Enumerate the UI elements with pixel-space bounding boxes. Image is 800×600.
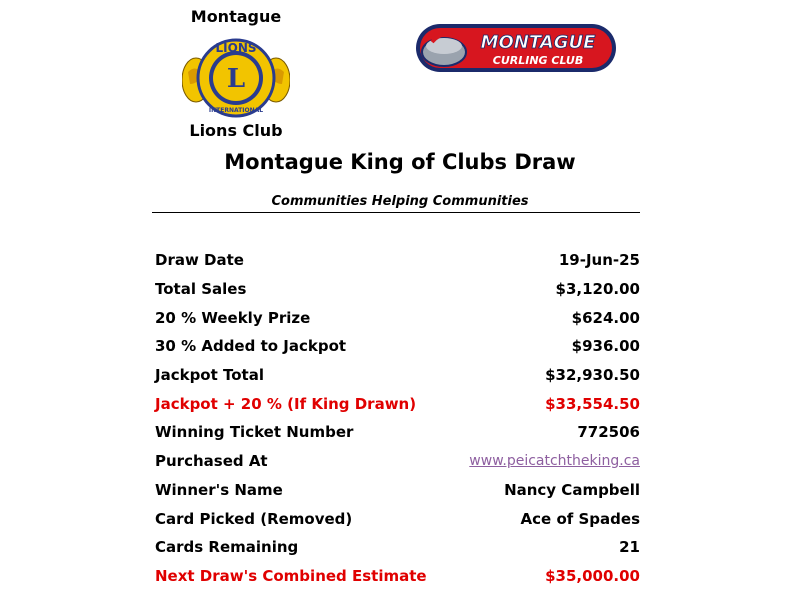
row-value: $35,000.00	[545, 566, 640, 585]
lions-club-block	[172, 6, 300, 146]
row-jackpot-if-king-drawn	[155, 389, 640, 418]
row-label: Purchased At	[155, 452, 268, 471]
row-purchased-at	[155, 447, 640, 476]
row-added-to-jackpot	[155, 332, 640, 361]
row-value: $624.00	[571, 308, 640, 327]
draw-results-table	[155, 246, 640, 590]
row-draw-date	[155, 246, 640, 275]
row-value: Ace of Spades	[520, 509, 640, 528]
montague-curling-club-logo	[414, 20, 620, 76]
row-value: $936.00	[571, 337, 640, 356]
row-winning-ticket	[155, 418, 640, 447]
row-label: Total Sales	[155, 280, 247, 299]
row-value: Nancy Campbell	[504, 480, 640, 499]
row-weekly-prize	[155, 303, 640, 332]
row-label: Card Picked (Removed)	[155, 509, 353, 528]
row-cards-remaining	[155, 533, 640, 562]
row-label: Winner's Name	[155, 480, 283, 499]
divider-rule	[152, 212, 640, 213]
lions-top-label: Montague	[190, 7, 282, 26]
row-label: Jackpot Total	[155, 366, 264, 385]
row-card-picked	[155, 504, 640, 533]
row-label: Draw Date	[155, 251, 244, 270]
lions-logo-letter: L	[226, 64, 246, 94]
curling-logo-line1: MONTAGUE	[480, 32, 596, 53]
row-total-sales	[155, 275, 640, 304]
row-label: Winning Ticket Number	[155, 423, 354, 442]
curling-logo-line2: CURLING CLUB	[492, 54, 584, 67]
row-value: $33,554.50	[545, 394, 640, 413]
row-value: 19-Jun-25	[558, 251, 640, 270]
row-value: $3,120.00	[555, 280, 640, 299]
purchased-at-link[interactable]: www.peicatchtheking.ca	[469, 453, 640, 470]
page-title: Montague King of Clubs Draw	[224, 150, 576, 174]
lions-logo-sub: INTERNATIONAL	[208, 107, 264, 114]
page-subtitle: Communities Helping Communities	[271, 194, 529, 209]
row-label: 20 % Weekly Prize	[155, 308, 311, 327]
lions-international-logo	[182, 32, 290, 122]
lions-bottom-label: Lions Club	[189, 121, 283, 140]
row-value: 21	[619, 538, 640, 557]
row-next-draw-estimate	[155, 562, 640, 591]
row-label: 30 % Added to Jackpot	[155, 337, 347, 356]
row-label: Jackpot + 20 % (If King Drawn)	[155, 394, 417, 413]
row-label: Cards Remaining	[155, 538, 299, 557]
row-value: $32,930.50	[545, 366, 640, 385]
row-value: 772506	[577, 423, 640, 442]
lions-logo-word: LIONS	[215, 41, 257, 55]
row-winner-name	[155, 476, 640, 505]
row-label: Next Draw's Combined Estimate	[155, 566, 427, 585]
row-jackpot-total	[155, 361, 640, 390]
